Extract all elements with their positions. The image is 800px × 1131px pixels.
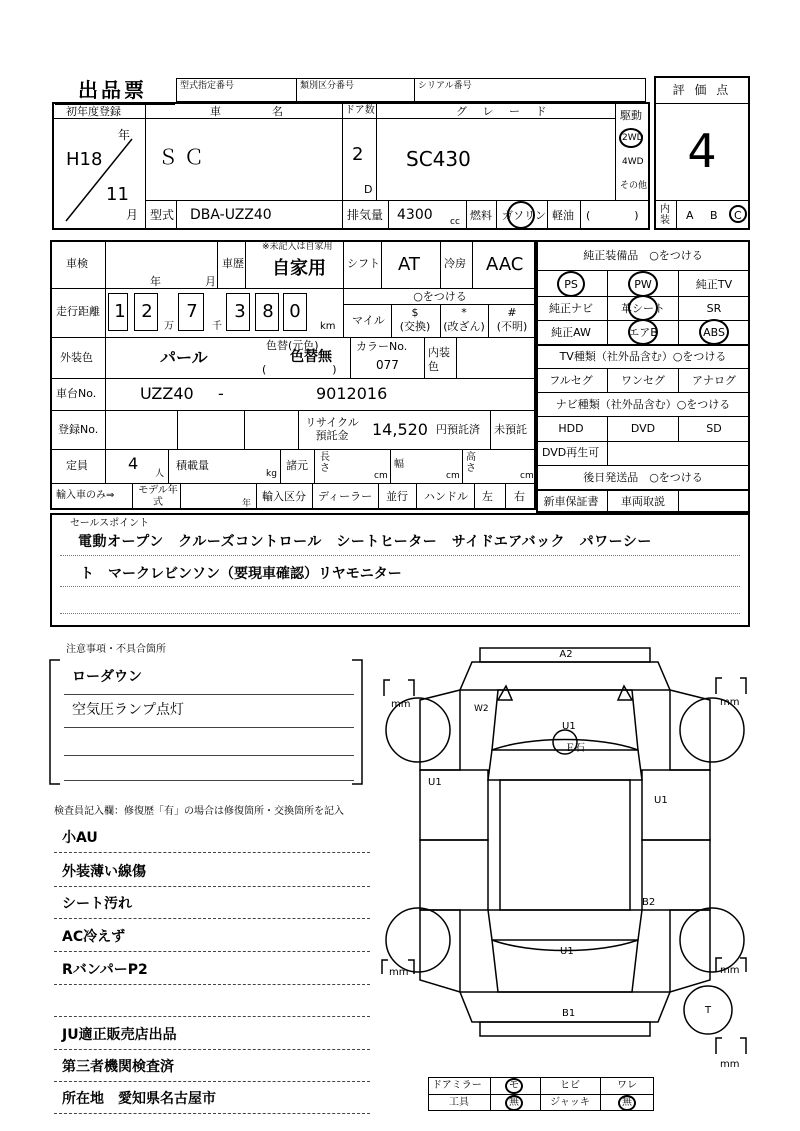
dims-height-unit: cm [520,471,534,481]
mileage-swapped-sym: $ [411,306,419,319]
interior-label: 内装 [660,204,670,226]
interior-c-circle [729,205,747,223]
tv-header: TV種類（社外品含む）○をつける [559,350,727,363]
first-reg-label: 初年度登録 [66,105,121,118]
fuel-label: 燃料 [470,209,492,222]
inspector-item: AC冷えず [62,929,126,945]
dims-width-unit: cm [446,471,460,481]
dvd-playable: DVD再生可 [542,446,600,459]
mileage-digit: 3 [234,301,246,322]
fuel-other: ( ) [586,209,639,222]
doors-label: ドア数 [345,105,375,116]
acc-jack-value: 無 [622,1097,632,1108]
notes-label: 注意事項・不具合箇所 [66,644,166,655]
equip-ps: PS [564,278,578,291]
mileage-digit: 0 [289,301,301,322]
acc-tools-value: 無 [509,1097,519,1108]
capacity-value: 4 [128,454,139,473]
diagram-mm: mm [720,1059,740,1070]
repaint-paren: ( ) [262,363,337,376]
chassis-dash: - [218,384,224,403]
chassis-label: 車台No. [56,387,97,400]
equip-leather-circle [628,295,658,321]
fuel-diesel: 軽油 [552,209,574,222]
serial-number-label: シリアル番号 [418,81,472,91]
model-value: DBA-UZZ40 [190,207,272,223]
first-reg-year: H18 [66,149,103,170]
mileage-digit: 7 [186,301,198,322]
mileage-sen: 千 [212,321,222,332]
import-left: 左 [482,490,493,503]
chassis-number: 9012016 [316,384,388,403]
history-label: 車歴 [222,257,244,270]
import-handle: ハンドル [424,490,468,503]
inspector-item: シート汚れ [62,896,132,912]
recycle-value: 14,520 [372,420,428,439]
equip-airbag-circle [628,319,658,345]
acc-jack: ジャッキ [550,1097,590,1108]
color-no-label: カラーNo. [356,340,408,353]
inspector-item: 小AU [62,830,98,846]
inspection-year-unit: 年 [150,275,161,288]
inspector-item: 第三者機関検査済 [62,1059,174,1075]
acc-door-mirror-value: モ [509,1080,519,1091]
sales-points-line1: 電動オープン クルーズコントロール シートヒーター サイドエアバック パワーシー [78,534,652,550]
mileage-mile: マイル [352,314,385,327]
diagram-label: U1 [562,721,576,732]
import-model-year: モデル年式 [138,485,178,508]
drive-2wd-circle [619,128,643,148]
displacement-label: 排気量 [347,208,384,222]
doors-value: 2 [352,144,364,165]
diagram-mm: mm [720,965,740,976]
diagram-mm: mm [389,967,409,978]
fuel-gasoline: ガソリン [502,209,546,222]
equip-aw: 純正AW [551,326,591,339]
tv-oneseg: ワンセグ [621,374,665,387]
inspector-label: 検査員記入欄：修復歴「有」の場合は修復箇所・交換箇所を記入 [54,806,344,817]
equip-abs: ABS [703,326,725,339]
acc-crack: ワレ [617,1080,637,1091]
category-number-label: 類別区分番号 [300,81,355,91]
history-value: 自家用 [272,258,326,279]
equip-pw-circle [628,271,658,297]
later-header: 後日発送品 ○をつける [583,471,703,484]
first-reg-year-unit: 年 [118,128,131,142]
repaint-value: 色替無 [290,349,332,365]
diagram-mm: mm [720,697,740,708]
navi-sd: SD [706,422,722,435]
inspector-item: RバンパーP2 [62,962,148,978]
mileage-km: km [320,321,336,332]
navi-hdd: HDD [558,422,584,435]
sales-points-line2: ト マークレビンソン（要現車確認）リヤモニター [80,566,402,582]
mileage-mark-note: ○をつける [413,290,467,303]
mileage-digit: 1 [114,301,126,322]
import-label: 輸入車のみ⇒ [56,490,115,501]
import-parallel: 並行 [386,490,408,503]
interior-color-label: 内装色 [428,346,450,373]
import-type-label: 輸入区分 [262,490,306,503]
inspector-item: 外装薄い線傷 [62,864,146,880]
fuel-gasoline-circle [507,201,535,229]
displacement-unit: cc [450,217,460,227]
diagram-label: B2 [642,897,656,908]
diagram-label: U1 [560,946,574,957]
import-year-unit: 年 [242,499,252,509]
first-reg-month-unit: 月 [126,208,139,222]
color-no-value: 077 [376,358,399,372]
equip-navi: 純正ナビ [549,302,593,315]
note-item: ローダウン [72,669,142,685]
recycle-label: リサイクル預託金 [305,416,359,442]
grade-label: グ レ ー ド [456,105,553,118]
dims-length: 長さ [320,452,330,474]
car-damage-diagram [380,640,750,1060]
mileage-unknown: (不明) [496,320,528,333]
mileage-digit: 2 [141,301,153,322]
score-value: 4 [687,124,717,178]
drive-label: 駆動 [620,109,642,122]
equipment-header: 純正装備品 ○をつける [583,249,703,262]
equip-tv: 純正TV [695,278,733,291]
dims-height: 高さ [466,452,476,474]
equip-abs-circle [699,319,729,345]
diagram-label: U1 [654,795,668,806]
ac-value: AAC [486,254,524,275]
car-name-value: ＳＣ [158,145,210,169]
diagram-label: Ｆ石 [565,743,585,754]
model-label: 型式 [150,208,175,222]
doors-unit: D [364,183,373,196]
later-warranty: 新車保証書 [543,495,599,508]
chassis-prefix: UZZ40 [140,384,194,403]
inspection-month-unit: 月 [205,275,216,288]
color-value: パール [160,348,208,367]
shift-value: AT [398,254,420,275]
equip-leather: 革シート [621,302,665,315]
tv-fullseg: フルセグ [549,374,593,387]
acc-door-mirror-circle [505,1078,523,1094]
inspector-item: 所在地 愛知県名古屋市 [62,1091,216,1107]
inspector-item: JU適正販売店出品 [62,1027,177,1043]
load-unit: kg [266,469,277,479]
acc-door-mirror: ドアミラー [432,1080,482,1091]
mileage-unknown-sym: # [507,306,517,319]
dims-length-unit: cm [374,471,388,481]
diagram-label: W2 [474,704,489,714]
registration-label: 登録No. [58,423,99,436]
diagram-label: B1 [562,1008,576,1019]
dims-label: 諸元 [286,459,308,472]
mileage-swapped: (交換) [399,320,431,333]
repaint-label: 色替(元色) [266,339,319,352]
displacement-value: 4300 [397,207,433,223]
tv-analog: アナログ [692,374,736,387]
acc-jack-circle [618,1095,636,1111]
later-manual: 車両取説 [621,495,665,508]
diagram-label: T [705,1005,712,1016]
shift-label: シフト [347,257,380,270]
mileage-digit: 8 [262,301,274,322]
note-item: 空気圧ランプ点灯 [72,702,184,718]
navi-dvd: DVD [630,422,656,435]
capacity-unit: 人 [155,469,165,479]
mileage-tampered-sym: * [461,306,467,319]
acc-tools-circle [505,1095,523,1111]
inspection-label: 車検 [66,257,88,270]
interior-a: A [686,209,694,222]
first-reg-slash [60,135,140,225]
drive-other: その他 [620,181,648,191]
acc-chip: ヒビ [560,1080,580,1091]
equip-pw: PW [634,278,652,291]
equip-sr: SR [706,302,722,315]
interior-c: C [734,209,742,222]
history-note: ※未記入は自家用 [262,242,333,252]
sales-points-label: セールスポイント [70,518,150,529]
form-title: 出品票 [78,78,147,102]
capacity-label: 定員 [66,459,88,472]
import-right: 右 [514,490,525,503]
recycle-deposited: 円預託済 [436,423,480,436]
grade-value: SC430 [406,147,471,171]
header-id-boxes [176,78,646,102]
load-label: 積載量 [176,459,209,472]
model-designation-label: 型式指定番号 [180,81,235,91]
ac-label: 冷房 [444,257,466,270]
diagram-label: A2 [559,649,573,660]
car-name-label: 車 名 [210,105,303,118]
import-dealer: ディーラー [318,490,373,503]
navi-header: ナビ種類（社外品含む）○をつける [555,398,731,411]
color-label: 外装色 [60,351,93,364]
interior-b: B [710,209,718,222]
acc-tools: 工具 [449,1097,469,1108]
dims-width: 幅 [394,459,404,470]
first-reg-month: 11 [106,184,129,205]
drive-4wd: 4WD [622,157,644,167]
diagram-mm: mm [391,699,411,710]
mileage-label: 走行距離 [56,305,100,318]
mileage-tampered: (改ざん) [443,320,485,333]
score-label: 評 価 点 [672,83,732,97]
equip-airbag: エアB [628,326,658,339]
mileage-man: 万 [164,321,174,332]
drive-2wd: 2WD [622,133,644,143]
diagram-label: U1 [428,777,442,788]
recycle-not-deposited: 未預託 [494,423,527,436]
equip-ps-circle [557,271,585,297]
